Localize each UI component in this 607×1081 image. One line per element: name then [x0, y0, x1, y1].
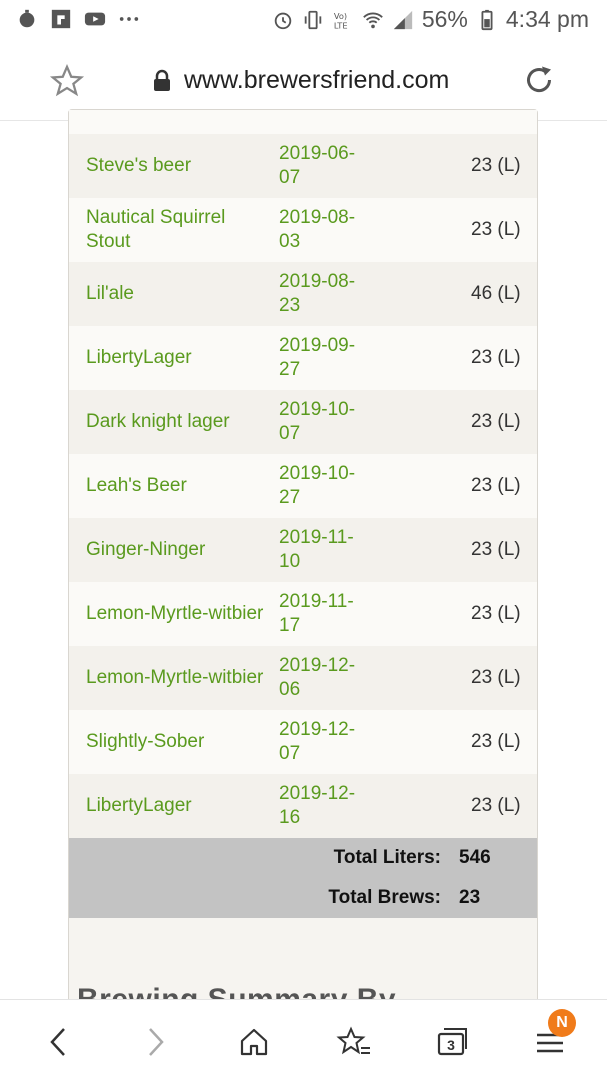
page-content: [0, 121, 607, 999]
table-row[interactable]: [69, 262, 537, 326]
brew-date-link[interactable]: 2019-11-10: [279, 527, 354, 572]
brew-name-link[interactable]: Leah's Beer: [86, 475, 187, 496]
youtube-icon: [84, 8, 106, 30]
table-row[interactable]: [69, 710, 537, 774]
brew-date-link[interactable]: 2019-10-27: [279, 463, 356, 508]
brew-volume: 23 (L): [471, 603, 521, 624]
brew-volume: 23 (L): [471, 475, 521, 496]
brew-name-link[interactable]: Ginger-Ninger: [86, 539, 206, 560]
volte-icon: [332, 9, 354, 31]
table-row-partial: [69, 110, 537, 134]
back-arrow-icon: [44, 1026, 72, 1058]
bookmarks-button[interactable]: [334, 1022, 374, 1062]
brew-date-link[interactable]: 2019-09-27: [279, 335, 356, 380]
brew-name-link[interactable]: Lemon-Myrtle-witbier: [86, 603, 264, 624]
brew-log-card: [68, 109, 538, 1059]
table-row[interactable]: [69, 390, 537, 454]
brew-volume: 23 (L): [471, 219, 521, 240]
url-field[interactable]: [152, 66, 449, 95]
forward-button[interactable]: [136, 1022, 176, 1062]
totals-band: [69, 838, 537, 918]
total-liters-value: 546: [459, 847, 491, 868]
brew-volume: 23 (L): [471, 795, 521, 816]
brew-name-link[interactable]: Nautical Squirrel Stout: [86, 207, 226, 252]
brew-name-link[interactable]: Lemon-Myrtle-witbier: [86, 667, 264, 688]
tabs-button[interactable]: [432, 1022, 472, 1062]
brew-name-link[interactable]: Steve's beer: [86, 155, 192, 176]
brew-date-link[interactable]: 2019-12-16: [279, 783, 356, 828]
more-dots-icon: [118, 8, 140, 30]
tabs-icon: [435, 1026, 469, 1058]
total-liters-row: [334, 838, 493, 878]
url-text: www.brewersfriend.com: [184, 66, 450, 94]
total-brews-label: Total Brews:: [328, 887, 441, 908]
brew-date-link[interactable]: 2019-10-07: [279, 399, 356, 444]
reload-icon[interactable]: [521, 62, 557, 98]
home-button[interactable]: [234, 1022, 274, 1062]
bookmark-star-icon[interactable]: [50, 64, 84, 98]
brew-table: [69, 110, 537, 838]
battery-icon: [476, 9, 498, 31]
brew-volume: 23 (L): [471, 539, 521, 560]
back-button[interactable]: [38, 1022, 78, 1062]
table-row[interactable]: [69, 198, 537, 262]
status-left: [16, 8, 140, 30]
brew-volume: 23 (L): [471, 155, 521, 176]
flipboard-icon: [50, 8, 72, 30]
brew-volume: 46 (L): [471, 283, 521, 304]
table-row[interactable]: [69, 774, 537, 838]
brew-date-link[interactable]: 2019-08-23: [279, 271, 356, 316]
total-brews-value: 23: [459, 887, 481, 908]
status-right: [272, 6, 589, 33]
brew-name-link[interactable]: Dark knight lager: [86, 411, 230, 432]
total-brews-row: [328, 878, 493, 918]
brew-volume: 23 (L): [471, 731, 521, 752]
signal-icon: [392, 9, 414, 31]
browser-bottom-nav: [0, 999, 607, 1081]
status-time: 4:34 pm: [505, 6, 589, 32]
brew-volume: 23 (L): [471, 411, 521, 432]
bookmarks-star-list-icon: [337, 1026, 371, 1058]
svg-text:Vo): Vo): [333, 10, 347, 21]
svg-text:LTE: LTE: [333, 19, 348, 30]
brew-name-link[interactable]: LibertyLager: [86, 795, 192, 816]
home-icon: [238, 1026, 270, 1058]
brew-volume: 23 (L): [471, 667, 521, 688]
total-liters-label: Total Liters:: [333, 847, 441, 868]
table-row[interactable]: [69, 454, 537, 518]
brew-date-link[interactable]: 2019-11-17: [279, 591, 354, 636]
brew-volume: 23 (L): [471, 347, 521, 368]
brew-date-link[interactable]: 2019-08-03: [279, 207, 356, 252]
tabs-count: 3: [447, 1037, 455, 1053]
notification-badge: N: [548, 1009, 576, 1037]
table-row[interactable]: [69, 518, 537, 582]
alarm-icon: [272, 9, 294, 31]
table-row[interactable]: [69, 646, 537, 710]
table-row[interactable]: [69, 582, 537, 646]
brew-name-link[interactable]: Slightly-Sober: [86, 731, 205, 752]
brew-name-link[interactable]: LibertyLager: [86, 347, 192, 368]
status-bar: [0, 0, 607, 40]
table-row[interactable]: [69, 134, 537, 198]
table-row[interactable]: [69, 326, 537, 390]
vibrate-icon: [302, 9, 324, 31]
wifi-icon: [362, 9, 384, 31]
battery-percent: 56%: [421, 6, 468, 32]
brew-name-link[interactable]: Lil'ale: [86, 283, 134, 304]
brew-date-link[interactable]: 2019-12-06: [279, 655, 356, 700]
brew-date-link[interactable]: 2019-12-07: [279, 719, 356, 764]
lock-icon: [152, 70, 172, 92]
stopwatch-icon: [16, 8, 38, 30]
forward-arrow-icon: [142, 1026, 170, 1058]
brew-date-link[interactable]: 2019-06-07: [279, 143, 356, 188]
